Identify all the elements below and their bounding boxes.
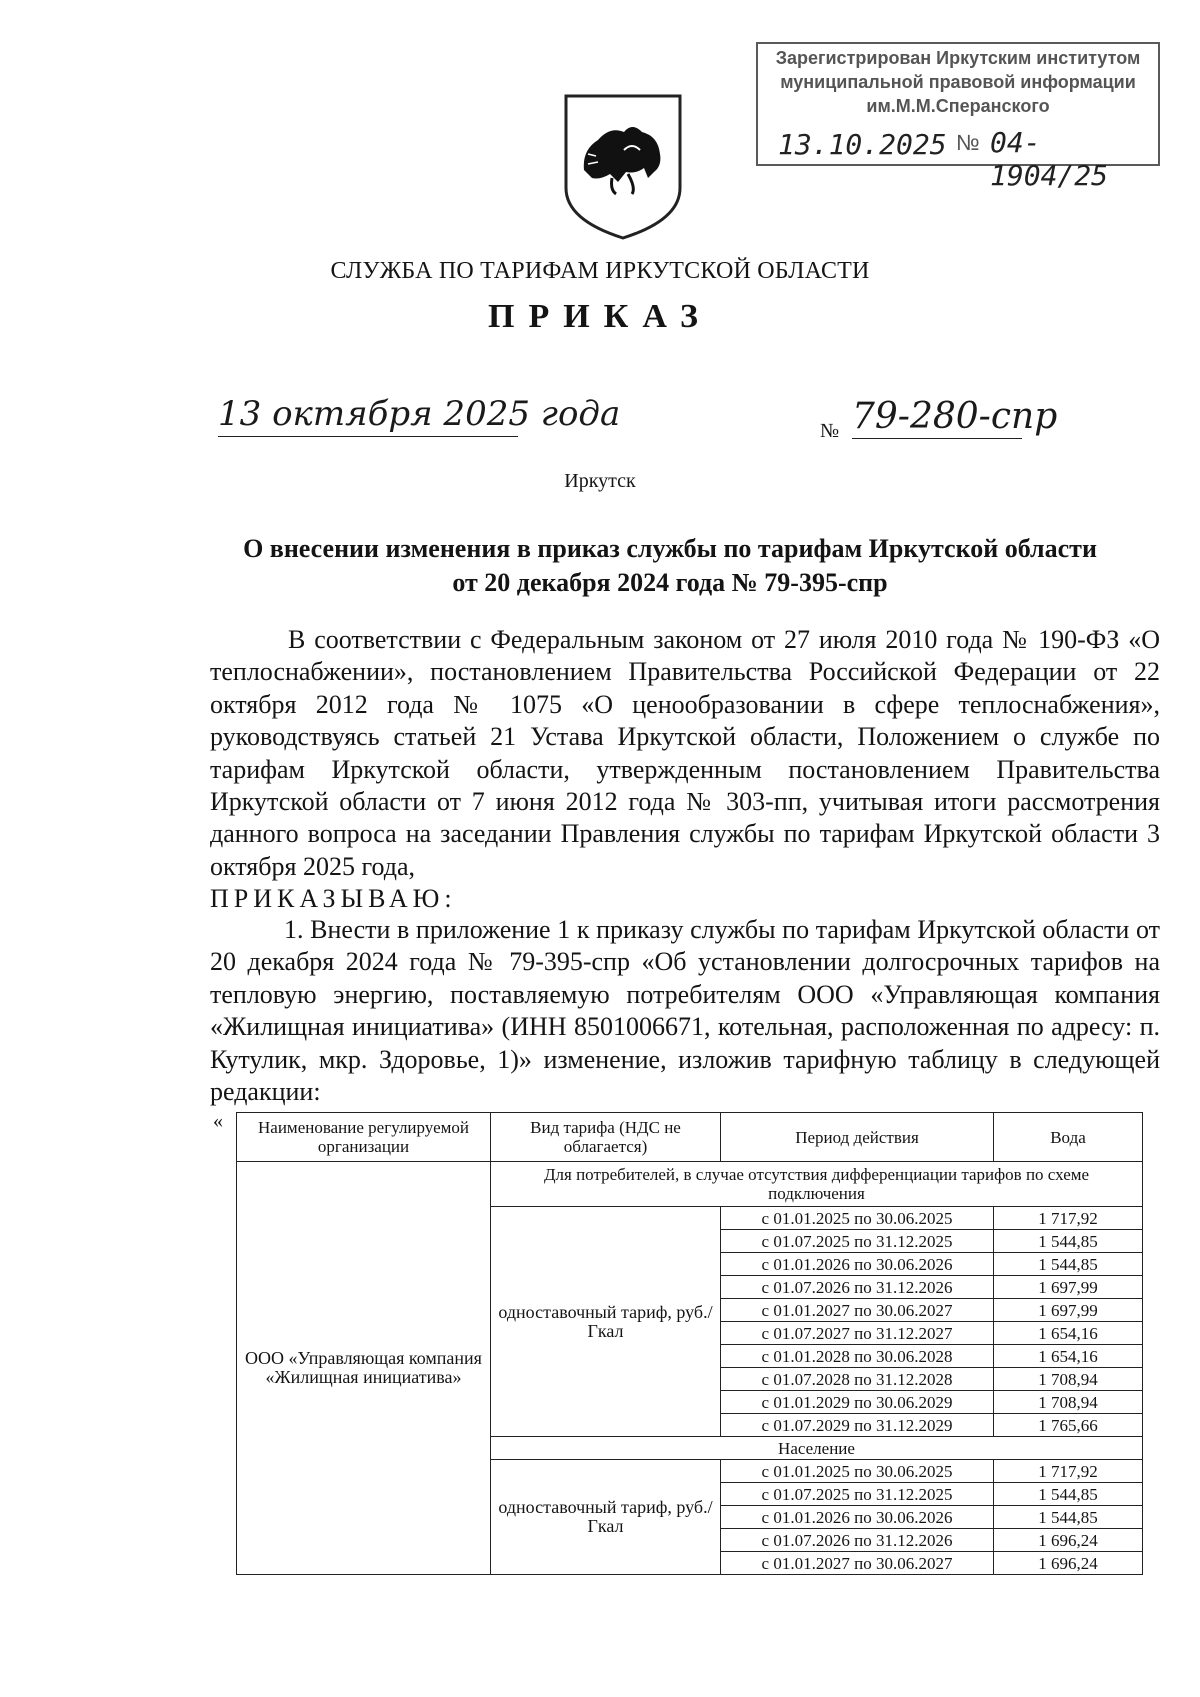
value-cell: 1 544,85 (994, 1230, 1143, 1253)
tariff-type-cell: одноставочный тариф, руб./Гкал (491, 1460, 721, 1575)
tariff-table (236, 1112, 1143, 1575)
period-cell: с 01.01.2028 по 30.06.2028 (721, 1345, 994, 1368)
period-cell: с 01.01.2026 по 30.06.2026 (721, 1253, 994, 1276)
section-row (237, 1162, 1143, 1207)
stamp-number: 04-1904/25 (990, 126, 1109, 192)
number-underline (852, 438, 1022, 439)
period-cell: с 01.07.2028 по 31.12.2028 (721, 1368, 994, 1391)
handwritten-date: 13 октября 2025 года (218, 394, 621, 434)
value-cell: 1 654,16 (994, 1322, 1143, 1345)
stamp-date: 13.10.2025 (778, 128, 947, 161)
opening-quote: « (213, 1110, 223, 1132)
agency-name: СЛУЖБА ПО ТАРИФАМ ИРКУТСКОЙ ОБЛАСТИ (330, 258, 870, 284)
header-organization: Наименование регулируемой организации (237, 1113, 491, 1162)
value-cell: 1 717,92 (994, 1207, 1143, 1230)
subject-line-2: от 20 декабря 2024 года № 79-395-спр (452, 568, 888, 597)
date-underline (218, 436, 518, 437)
value-cell: 1 708,94 (994, 1368, 1143, 1391)
order-subject (150, 532, 1190, 600)
coat-of-arms-emblem (562, 92, 684, 240)
period-cell: с 01.07.2025 по 31.12.2025 (721, 1483, 994, 1506)
value-cell: 1 544,85 (994, 1483, 1143, 1506)
section-title: Для потребителей, в случае отсутствия дифференциации тарифов по схеме подключения (491, 1162, 1143, 1207)
preamble-paragraph: В соответствии с Федеральным законом от 27 июля 2010 года № 190-ФЗ «О теплоснабжении», постановлением Правительства Российской Федерации от 22 октября 2012 года № 1075 «О ценообразовании в сфере теплоснабжения», руководствуясь статьей 21 Устава Иркутской области, Положением о службе по тарифам Иркутской области, утвержденным постановлением Правительства Иркутской области от 7 июня 2012 года № 303-пп, учитывая итоги рассмотрения данного вопроса на заседании Правления службы по тарифам Иркутской области 3 октября 2025 года, (210, 625, 1160, 881)
period-cell: с 01.01.2029 по 30.06.2029 (721, 1391, 994, 1414)
item-1-paragraph: 1. Внести в приложение 1 к приказу службы по тарифам Иркутской области от 20 декабря 2024 года № 79-395-спр «Об установлении долгосрочных тарифов на тепловую энергию, поставляемую потребителям ООО «Управляющая компания «Жилищная инициатива» (ИНН 8501006671, котельная, расположенная по адресу: п. Кутулик, мкр. Здоровье, 1)» изменение, изложив тарифную таблицу в следующей редакции: (210, 915, 1160, 1107)
handwritten-order-number: 79-280-спр (852, 396, 1058, 437)
period-cell: с 01.01.2026 по 30.06.2026 (721, 1506, 994, 1529)
order-number-label: № (820, 420, 840, 442)
value-cell: 1 697,99 (994, 1299, 1143, 1322)
period-cell: с 01.07.2027 по 31.12.2027 (721, 1322, 994, 1345)
value-cell: 1 708,94 (994, 1391, 1143, 1414)
tariff-type-cell: одноставочный тариф, руб./Гкал (491, 1207, 721, 1437)
registration-stamp (756, 42, 1160, 192)
document-type-title: ПРИКАЗ (488, 298, 712, 335)
stamp-line-1: Зарегистрирован Иркутским институтом (775, 48, 1141, 68)
table-header-row (237, 1113, 1143, 1162)
stamp-line-3: им.М.М.Сперанского (866, 96, 1050, 116)
period-cell: с 01.01.2027 по 30.06.2027 (721, 1299, 994, 1322)
period-cell: с 01.01.2025 по 30.06.2025 (721, 1460, 994, 1483)
value-cell: 1 717,92 (994, 1460, 1143, 1483)
stamp-number-label: № (956, 130, 980, 155)
value-cell: 1 696,24 (994, 1529, 1143, 1552)
period-cell: с 01.01.2027 по 30.06.2027 (721, 1552, 994, 1575)
organization-cell: ООО «Управляющая компания «Жилищная инициатива» (237, 1162, 491, 1575)
period-cell: с 01.01.2025 по 30.06.2025 (721, 1207, 994, 1230)
subject-line-1: О внесении изменения в приказ службы по тарифам Иркутской области (243, 534, 1097, 563)
order-word: ПРИКАЗЫВАЮ: (210, 884, 457, 913)
header-water: Вода (994, 1113, 1143, 1162)
value-cell: 1 544,85 (994, 1253, 1143, 1276)
header-tariff-type: Вид тарифа (НДС не облагается) (491, 1113, 721, 1162)
value-cell: 1 654,16 (994, 1345, 1143, 1368)
period-cell: с 01.07.2026 по 31.12.2026 (721, 1276, 994, 1299)
value-cell: 1 765,66 (994, 1414, 1143, 1437)
period-cell: с 01.07.2025 по 31.12.2025 (721, 1230, 994, 1253)
period-cell: с 01.07.2026 по 31.12.2026 (721, 1529, 994, 1552)
section-title: Население (491, 1437, 1143, 1460)
stamp-line-2: муниципальной правовой информации (780, 72, 1136, 92)
city: Иркутск (564, 470, 636, 492)
value-cell: 1 696,24 (994, 1552, 1143, 1575)
header-period: Период действия (721, 1113, 994, 1162)
value-cell: 1 544,85 (994, 1506, 1143, 1529)
value-cell: 1 697,99 (994, 1276, 1143, 1299)
period-cell: с 01.07.2029 по 31.12.2029 (721, 1414, 994, 1437)
